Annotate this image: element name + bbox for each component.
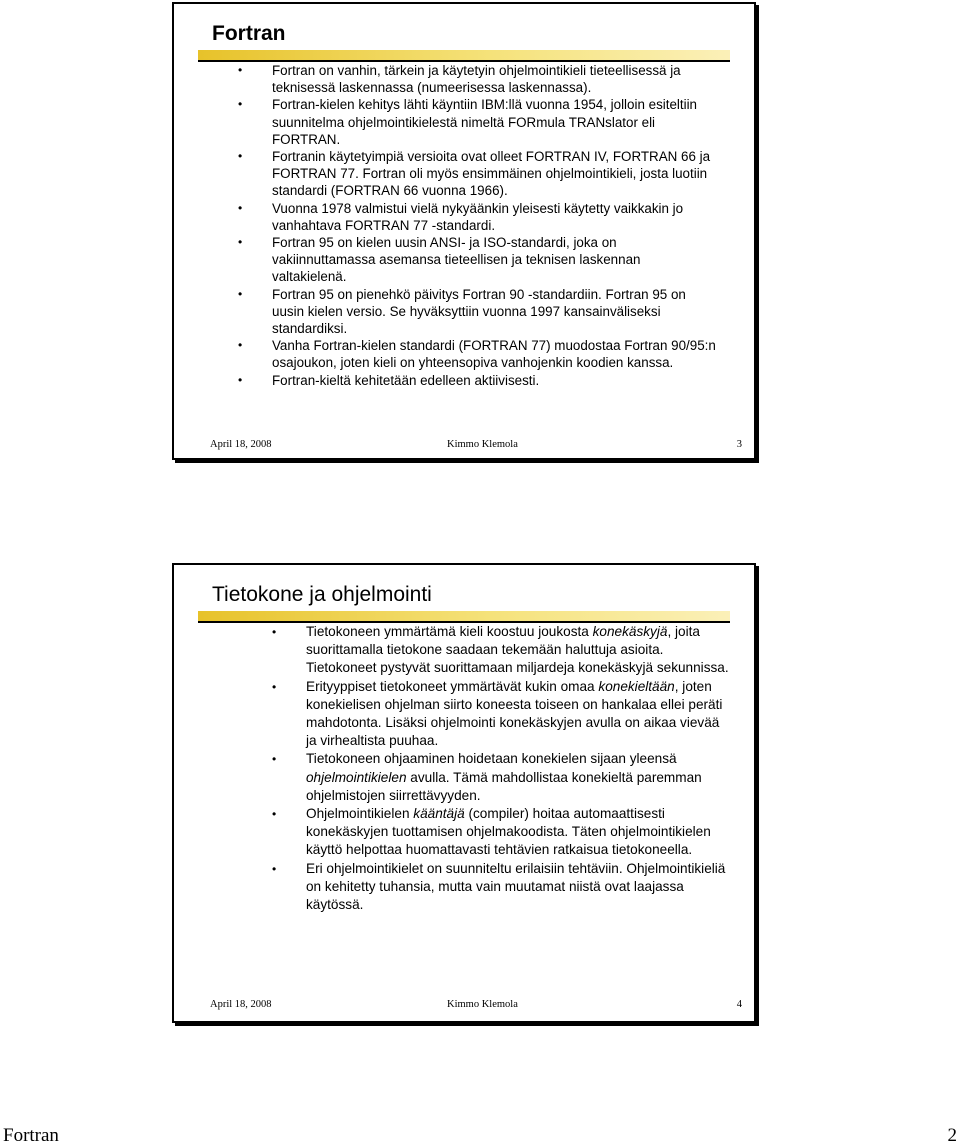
title-accent-bar [198, 50, 730, 60]
bullet-dot-icon: • [238, 97, 243, 112]
bullet-item: • Fortran 95 on pienehkö päivitys Fortran 90 -standardiin. Fortran 95 on uusin kielen versio. Se hyväksyttiin vuonna 1997 kansainväliseksi standardiksi. [238, 286, 686, 337]
slide-title: Fortran [212, 22, 286, 45]
bullet-dot-icon: • [238, 200, 243, 215]
slide-tietokone-ja-ohjelmointi [172, 563, 756, 1023]
bullet-item: • Fortran-kieltä kehitetään edelleen aktiivisesti. [238, 372, 540, 388]
bullet-dot-icon: • [238, 235, 243, 250]
page-number: 2 [947, 1125, 957, 1146]
bullet-item: • Fortran 95 on kielen uusin ANSI- ja ISO-standardi, joka on vakiinnuttamassa asemansa tieteellisen ja teknisen laskennan valtakielenä. [238, 235, 641, 285]
bullet-item: • Tietokoneen ohjaaminen hoidetaan konekielen sijaan yleensä ohjelmointikielen avulla. Tämä mahdollistaa konekieltä paremman ohjelmistojen siirrettävyyden. [272, 751, 702, 803]
bullet-item: • Fortranin käytetyimpiä versioita ovat olleet FORTRAN IV, FORTRAN 66 ja FORTRAN 77. Fortran oli myös ensimmäinen ohjelmointikieli, josta luotiin standardi (FORTRAN 66 vuonna 1966). [238, 149, 711, 199]
footer-date: April 18, 2008 [210, 439, 272, 450]
bullet-dot-icon: • [272, 752, 277, 767]
footer-author: Kimmo Klemola [447, 999, 518, 1010]
bullet-dot-icon: • [238, 149, 243, 164]
bullet-item: • Erityyppiset tietokoneet ymmärtävät kukin omaa konekieltään, joten konekielisen ohjelman siirto koneesta toiseen on hankalaa ellei peräti mahdotonta. Lisäksi ohjelmointi konekäskyjen avulla on aikaa vievää ja virhealtista puuhaa. [272, 678, 723, 749]
slide-fortran [172, 2, 756, 460]
bullet-item: • Vuonna 1978 valmistui vielä nykyäänkin yleisesti käytetty vaikkakin jo vanhahtava FORTRAN 77 -standardi. [238, 200, 684, 233]
bullet-item: • Fortran on vanhin, tärkein ja käytetyin ohjelmointikieli tieteellisessä ja teknisessä laskennassa (numeerisessa laskennassa). [238, 63, 681, 96]
footer-date: April 18, 2008 [210, 999, 272, 1010]
bullet-dot-icon: • [238, 63, 243, 77]
title-bar [198, 16, 730, 62]
bullet-item: • Fortran-kielen kehitys lähti käyntiin IBM:llä vuonna 1954, jolloin esiteltiin suunnitelma ohjelmointikielestä nimeltä FORmula TRANslator eli FORTRAN. [238, 97, 697, 147]
bullet-dot-icon: • [272, 861, 277, 876]
bullet-list [272, 623, 730, 914]
bullet-dot-icon: • [272, 807, 277, 822]
slide-number: 3 [736, 439, 742, 450]
bullet-item: • Tietokoneen ymmärtämä kieli koostuu joukosta konekäskyjä, joita suorittamalla tietokone saadaan tekemään haluttuja asioita. Tietokoneet pystyvät suorittamaan miljardeja konekäskyjä sekunnissa. [272, 624, 729, 676]
bullet-dot-icon: • [272, 625, 277, 639]
bullet-dot-icon: • [272, 679, 277, 694]
bullet-dot-icon: • [238, 286, 243, 301]
title-bar [198, 577, 730, 623]
footer-author: Kimmo Klemola [447, 439, 518, 450]
bullet-item: • Ohjelmointikielen kääntäjä (compiler) hoitaa automaattisesti konekäskyjen tuottamisen ohjelmakoodista. Täten ohjelmointikielen käyttö helpottaa huomattavasti tehtävien ratkaisua tietokoneella. [272, 806, 711, 858]
bullet-list [238, 62, 716, 389]
bullet-item: • Eri ohjelmointikielet on suunniteltu erilaisiin tehtäviin. Ohjelmointikieliä on kehitetty tuhansia, mutta vain muutamat niistä ovat laajassa käytössä. [272, 860, 726, 913]
title-accent-bar [198, 611, 730, 621]
bullet-dot-icon: • [238, 372, 243, 387]
slide-number: 4 [736, 999, 742, 1010]
bullet-dot-icon: • [238, 338, 243, 353]
slide-title: Tietokone ja ohjelmointi [212, 583, 432, 606]
page-footer-title: Fortran [3, 1125, 59, 1146]
bullet-item: • Vanha Fortran-kielen standardi (FORTRAN 77) muodostaa Fortran 90/95:n osajoukon, joten kieli on yhteensopiva vanhojenkin koodien kanssa. [238, 338, 716, 371]
